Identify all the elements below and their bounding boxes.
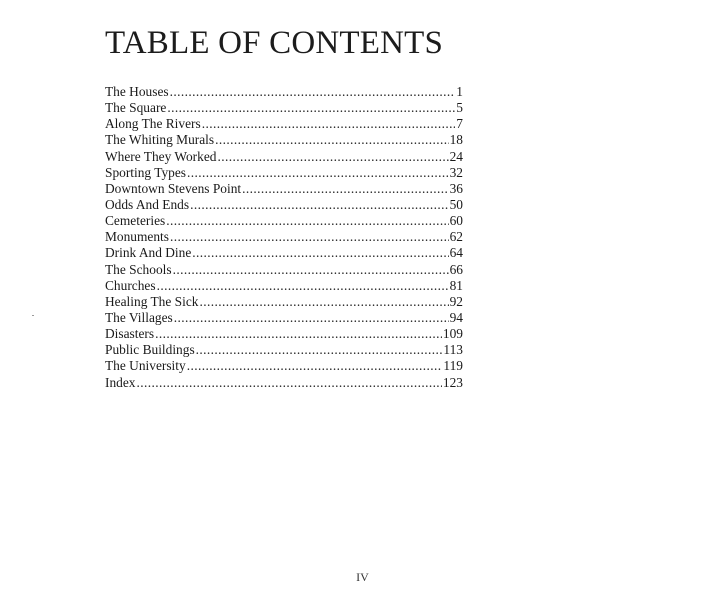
toc-entry bbox=[105, 326, 463, 342]
toc-entry-page: 109 bbox=[442, 326, 463, 342]
toc-entry bbox=[105, 262, 463, 278]
toc-entry-title: The Villages bbox=[105, 309, 173, 325]
toc-entry-title: Sporting Types bbox=[105, 164, 187, 180]
toc-entry-title: Along The Rivers bbox=[105, 116, 201, 132]
dot-leader bbox=[157, 278, 449, 294]
toc-entry bbox=[105, 181, 463, 197]
page-title: TABLE OF CONTENTS bbox=[105, 25, 444, 61]
toc-entry-page: 92 bbox=[449, 293, 463, 309]
toc-entry-page: 60 bbox=[449, 213, 463, 229]
toc-entry-title: Index bbox=[105, 374, 136, 390]
dot-leader bbox=[174, 310, 449, 326]
toc-entry-title: Odds And Ends bbox=[105, 196, 190, 212]
toc-entry bbox=[105, 358, 463, 374]
toc-entry-title: Where They Worked bbox=[105, 148, 217, 164]
page-number: IV bbox=[356, 570, 369, 584]
toc-entry-page: 1 bbox=[456, 84, 463, 99]
toc-entry-title: The Schools bbox=[105, 261, 172, 277]
toc-entry-page: 62 bbox=[449, 229, 463, 245]
dot-leader bbox=[190, 197, 449, 213]
toc-entry bbox=[105, 84, 463, 100]
toc-entry-title: Disasters bbox=[105, 326, 155, 342]
toc-entry bbox=[105, 165, 463, 181]
dot-leader bbox=[170, 229, 449, 245]
toc-entry-page: 81 bbox=[449, 277, 463, 293]
toc-entry bbox=[105, 245, 463, 261]
toc-entry-page: 32 bbox=[449, 164, 463, 180]
toc-entry-page: 7 bbox=[456, 116, 463, 132]
toc-entry-title: The Houses bbox=[105, 84, 169, 99]
dot-leader bbox=[199, 294, 448, 310]
toc-entry-title: The Square bbox=[105, 100, 167, 116]
toc-entry-page: 50 bbox=[449, 196, 463, 212]
dot-leader bbox=[166, 213, 448, 229]
dot-leader bbox=[187, 165, 449, 181]
table-of-contents bbox=[105, 84, 463, 391]
scan-speck bbox=[32, 315, 34, 316]
toc-entry bbox=[105, 149, 463, 165]
toc-entry bbox=[105, 294, 463, 310]
toc-entry-page: 123 bbox=[442, 374, 463, 390]
toc-entry bbox=[105, 310, 463, 326]
dot-leader bbox=[173, 262, 449, 278]
toc-entry bbox=[105, 197, 463, 213]
toc-entry-page: 94 bbox=[449, 309, 463, 325]
toc-entry bbox=[105, 229, 463, 245]
toc-entry-page: 18 bbox=[449, 132, 463, 148]
toc-entry-title: Drink And Dine bbox=[105, 245, 192, 261]
dot-leader bbox=[196, 342, 443, 358]
dot-leader bbox=[217, 149, 448, 165]
dot-leader bbox=[192, 245, 448, 261]
dot-leader bbox=[155, 326, 442, 342]
toc-entry bbox=[105, 100, 463, 116]
toc-entry bbox=[105, 375, 463, 391]
toc-entry-page: 119 bbox=[443, 358, 463, 374]
toc-entry-title: The University bbox=[105, 358, 186, 374]
toc-entry-title: Public Buildings bbox=[105, 342, 195, 358]
toc-entry-title: Monuments bbox=[105, 229, 169, 245]
toc-entry-page: 113 bbox=[443, 342, 463, 358]
dot-leader bbox=[137, 375, 442, 391]
dot-leader bbox=[215, 132, 449, 148]
toc-entry-title: Downtown Stevens Point bbox=[105, 180, 242, 196]
dot-leader bbox=[170, 84, 456, 100]
toc-entry-page: 24 bbox=[449, 148, 463, 164]
toc-entry-page: 36 bbox=[449, 180, 463, 196]
toc-entry-title: Cemeteries bbox=[105, 213, 166, 229]
dot-leader bbox=[167, 100, 455, 116]
toc-entry-title: Churches bbox=[105, 277, 156, 293]
dot-leader bbox=[187, 358, 443, 374]
toc-entry bbox=[105, 342, 463, 358]
toc-entry bbox=[105, 278, 463, 294]
toc-entry bbox=[105, 116, 463, 132]
dot-leader bbox=[242, 181, 448, 197]
dot-leader bbox=[202, 116, 456, 132]
toc-entry-page: 64 bbox=[449, 245, 463, 261]
toc-entry bbox=[105, 213, 463, 229]
toc-entry-title: Healing The Sick bbox=[105, 293, 199, 309]
toc-entry-page: 66 bbox=[449, 261, 463, 277]
toc-entry-title: The Whiting Murals bbox=[105, 132, 215, 148]
toc-entry bbox=[105, 132, 463, 148]
toc-entry-page: 5 bbox=[456, 100, 463, 116]
